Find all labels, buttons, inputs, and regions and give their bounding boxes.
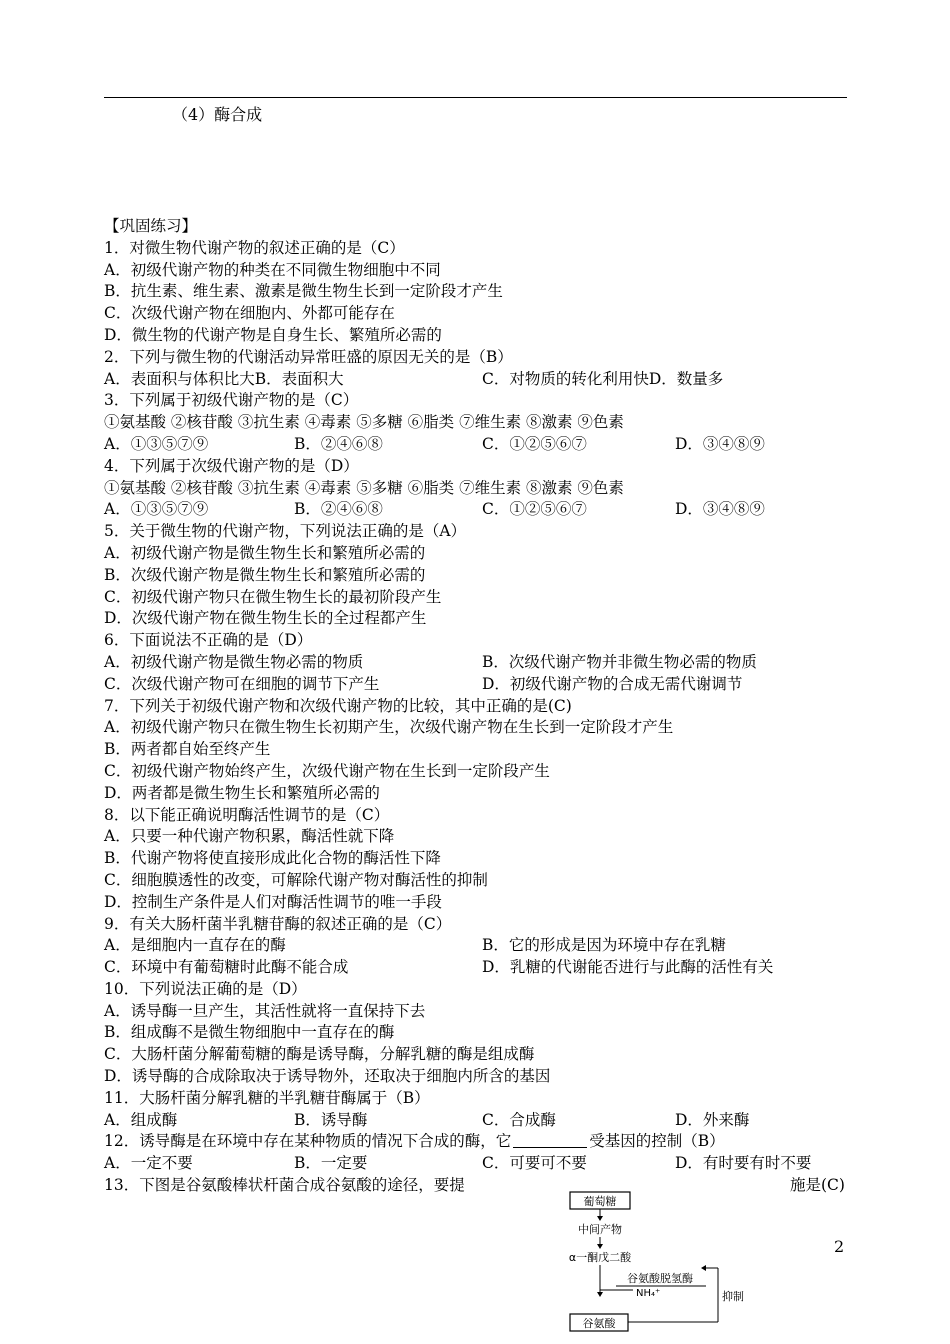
question-text: 施是(C): [790, 1176, 845, 1195]
question-text: 2．下列与微生物的代谢活动异常旺盛的原因无关的是（B）: [104, 347, 513, 366]
option-text: A．是细胞内一直存在的酶: [104, 936, 286, 955]
option-text: D．乳糖的代谢能否进行与此酶的活性有关: [482, 958, 774, 977]
glutamate-label: 谷氨酸: [582, 1317, 616, 1330]
option-text: A．初级代谢产物是微生物必需的物质: [104, 652, 364, 671]
question-text: D．两者都是微生物生长和繁殖所必需的: [104, 783, 380, 802]
question-text: B．次级代谢产物是微生物生长和繁殖所必需的: [104, 565, 426, 584]
question-text: 12．诱导酶是在环境中存在某种物质的情况下合成的酶，它: [104, 1132, 512, 1151]
question-line: [104, 935, 847, 957]
option-text: D．③④⑧⑨: [675, 500, 765, 519]
option-text: A．组成酶: [104, 1110, 178, 1129]
sub-heading: （4）酶合成: [172, 105, 263, 124]
glucose-label: 葡萄糖: [583, 1195, 617, 1208]
question-text: A．只要一种代谢产物积累，酶活性就下降: [104, 827, 395, 846]
arrow-head: [597, 1216, 603, 1221]
option-text: A．一定不要: [104, 1154, 193, 1173]
fill-in-blank: [513, 1131, 587, 1148]
question-line: [104, 1153, 847, 1175]
option-text: C．①②⑤⑥⑦: [482, 500, 587, 519]
question-text: A．初级代谢产物是微生物生长和繁殖所必需的: [104, 543, 426, 562]
option-text: C．环境中有葡萄糖时此酶不能合成: [104, 958, 349, 977]
question-line: [104, 1110, 847, 1132]
question-text: 10．下列说法正确的是（D）: [104, 979, 307, 998]
question-text: 1．对微生物代谢产物的叙述正确的是（C）: [104, 238, 405, 257]
question-line: [104, 499, 847, 521]
question-text: D．微生物的代谢产物是自身生长、繁殖所必需的: [104, 325, 442, 344]
header-rule: [104, 97, 847, 98]
question-line: [104, 957, 847, 979]
question-line: [104, 652, 847, 674]
question-text: 4．下列属于次级代谢产物的是（D）: [104, 456, 359, 475]
option-text: D．③④⑧⑨: [675, 434, 765, 453]
question-text: 6．下面说法不正确的是（D）: [104, 631, 313, 650]
question-text: B．代谢产物将使直接形成此化合物的酶活性下降: [104, 849, 441, 868]
option-text: C．①②⑤⑥⑦: [482, 434, 587, 453]
synthesis-pathway-diagram: [548, 1190, 748, 1344]
option-text: A．①③⑤⑦⑨: [104, 434, 209, 453]
question-text: 11．大肠杆菌分解乳糖的半乳糖苷酶属于（B）: [104, 1088, 430, 1107]
inhibit-label: 抑制: [722, 1290, 744, 1303]
feedback-arrow-head: [701, 1265, 706, 1271]
section-title: 【巩固练习】: [104, 217, 198, 235]
question-text: 9．有关大肠杆菌半乳糖苷酶的叙述正确的是（C）: [104, 914, 452, 933]
page-number: 2: [834, 1237, 845, 1256]
nh4-label: NH₄⁺: [636, 1288, 661, 1299]
enzyme-label: 谷氨酸脱氢酶: [627, 1272, 693, 1285]
question-text: C．细胞膜透性的改变，可解除代谢产物对酶活性的抑制: [104, 870, 488, 889]
question-text: 13．下图是谷氨酸棒状杆菌合成谷氨酸的途径，要提: [104, 1176, 465, 1195]
arrow-head: [597, 1244, 603, 1249]
intermediate-label: 中间产物: [578, 1223, 622, 1236]
akg-label: α一酮戊二酸: [568, 1251, 632, 1264]
question-text: C．次级代谢产物在细胞内、外都可能存在: [104, 304, 395, 323]
question-text: A．诱导酶一旦产生，其活性就将一直保持下去: [104, 1001, 426, 1020]
question-text: D．次级代谢产物在微生物生长的全过程都产生: [104, 609, 427, 628]
option-text: B．一定要: [294, 1154, 368, 1173]
question-text: A．初级代谢产物的种类在不同微生物细胞中不同: [104, 260, 441, 279]
question-text: D．控制生产条件是人们对酶活性调节的唯一手段: [104, 892, 442, 911]
option-text: A．①③⑤⑦⑨: [104, 500, 209, 519]
question-line: [104, 1131, 847, 1153]
option-text: A．表面积与体积比大B．表面积大: [104, 369, 344, 388]
option-text: C．次级代谢产物可在细胞的调节下产生: [104, 674, 380, 693]
arrow-head: [597, 1292, 603, 1297]
question-text: C．初级代谢产物始终产生，次级代谢产物在生长到一定阶段产生: [104, 761, 550, 780]
option-text: B．②④⑥⑧: [294, 500, 383, 519]
option-text: B．诱导酶: [294, 1110, 368, 1129]
question-text: D．诱导酶的合成除取决于诱导物外，还取决于细胞内所含的基因: [104, 1067, 551, 1086]
question-list: [104, 238, 847, 1197]
option-text: C．可要可不要: [482, 1154, 587, 1173]
question-text: B．抗生素、维生素、激素是微生物生长到一定阶段才产生: [104, 282, 503, 301]
question-text: 7．下列关于初级代谢产物和次级代谢产物的比较，其中正确的是(C): [104, 696, 572, 715]
question-text: 8．以下能正确说明酶活性调节的是（C）: [104, 805, 390, 824]
question-text: B．两者都自始至终产生: [104, 740, 271, 759]
question-text: ①氨基酸 ②核苷酸 ③抗生素 ④毒素 ⑤多糖 ⑥脂类 ⑦维生素 ⑧激素 ⑨色素: [104, 478, 624, 497]
option-text: D．初级代谢产物的合成无需代谢调节: [482, 674, 743, 693]
option-text: C．合成酶: [482, 1110, 556, 1129]
question-text: 3．下列属于初级代谢产物的是（C）: [104, 391, 359, 410]
option-text: B．②④⑥⑧: [294, 434, 383, 453]
question-line: [104, 369, 847, 391]
question-line: [104, 434, 847, 456]
question-text: 受基因的控制（B）: [589, 1132, 725, 1151]
option-text: B．次级代谢产物并非微生物必需的物质: [482, 652, 757, 671]
option-text: C．对物质的转化利用快D．数量多: [482, 369, 724, 388]
question-text: A．初级代谢产物只在微生物生长初期产生，次级代谢产物在生长到一定阶段才产生: [104, 718, 674, 737]
question-line: [104, 674, 847, 696]
pathway-svg: [548, 1190, 748, 1340]
question-text: C．初级代谢产物只在微生物生长的最初阶段产生: [104, 587, 442, 606]
question-text: B．组成酶不是微生物细胞中一直存在的酶: [104, 1023, 395, 1042]
option-text: D．有时要有时不要: [675, 1154, 812, 1173]
question-text: 5．关于微生物的代谢产物，下列说法正确的是（A）: [104, 522, 467, 541]
option-text: D．外来酶: [675, 1110, 750, 1129]
question-text: C．大肠杆菌分解葡萄糖的酶是诱导酶，分解乳糖的酶是组成酶: [104, 1045, 535, 1064]
exercise-content: [104, 216, 847, 1197]
option-text: B．它的形成是因为环境中存在乳糖: [482, 936, 726, 955]
question-text: ①氨基酸 ②核苷酸 ③抗生素 ④毒素 ⑤多糖 ⑥脂类 ⑦维生素 ⑧激素 ⑨色素: [104, 413, 624, 432]
